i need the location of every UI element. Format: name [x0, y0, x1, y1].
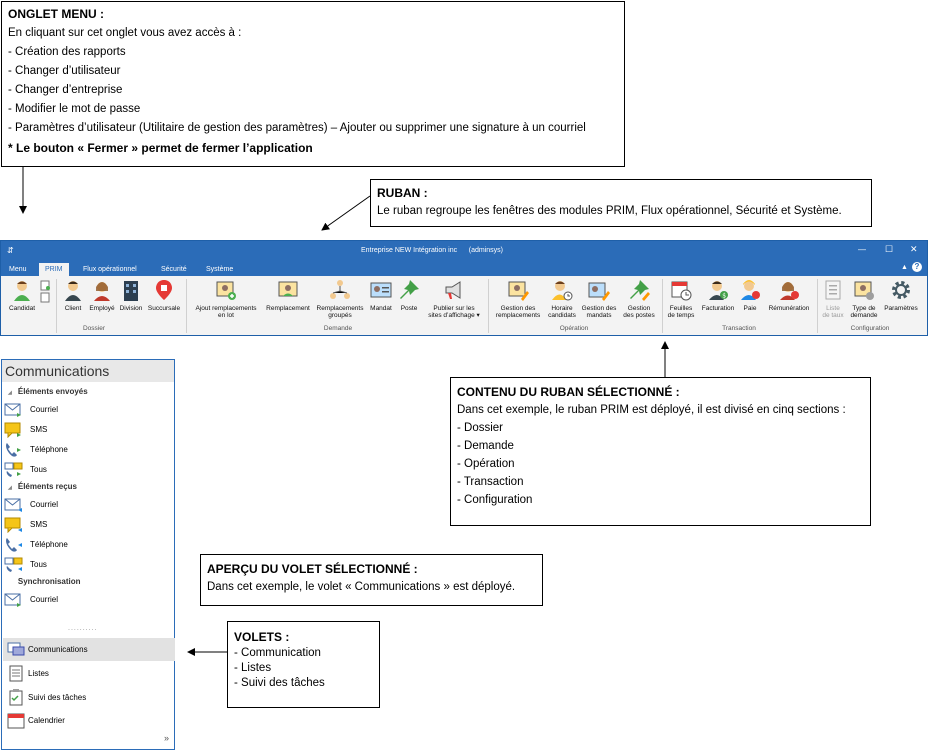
menu-callout-intro: En cliquant sur cet onglet vous avez accès à :	[8, 27, 242, 39]
horaire-candidats-button[interactable]: Horaire candidats	[545, 279, 579, 319]
tab-bar	[1, 261, 927, 276]
group-label-dossier: Dossier	[82, 325, 106, 332]
schedule-person-icon	[551, 279, 573, 301]
timesheet-icon	[670, 279, 692, 301]
gestion-mandats-button[interactable]: Gestion des mandats	[579, 279, 619, 319]
manage-post-icon	[628, 279, 650, 301]
calendar-icon	[7, 712, 25, 729]
feuilles-de-temps-button[interactable]: Feuilles de temps	[664, 279, 698, 319]
tab-securite[interactable]: Sécurité	[161, 266, 187, 273]
envelope-icon	[4, 402, 24, 418]
group-label-operation: Opération	[559, 325, 589, 332]
id-card-icon	[370, 279, 392, 301]
contenu-callout	[450, 377, 871, 526]
contenu-callout-item: - Configuration	[457, 494, 533, 506]
menu-callout-note: * Le bouton « Fermer » permet de fermer l’application	[8, 141, 313, 155]
group-label-transaction: Transaction	[722, 325, 756, 332]
help-icon[interactable]: ?	[912, 262, 922, 272]
app-menu-icon[interactable]: ⇵	[7, 246, 14, 255]
gestion-postes-button[interactable]: Gestion des postes	[619, 279, 659, 319]
batch-add-icon	[215, 279, 237, 301]
contenu-callout-item: - Demande	[457, 440, 514, 452]
envelope-icon	[4, 497, 24, 513]
remuneration-button[interactable]: Rémunération	[763, 279, 815, 312]
candidat-button[interactable]: Candidat	[5, 279, 39, 312]
poste-button[interactable]: Poste	[395, 279, 423, 312]
menu-callout-item: - Création des rapports	[8, 46, 126, 58]
volets-callout-item: - Listes	[234, 662, 272, 674]
remuneration-icon	[778, 279, 800, 301]
apercu-callout	[200, 554, 543, 606]
gestion-remplacements-button[interactable]: Gestion des remplacements	[491, 279, 545, 319]
location-pin-icon	[153, 279, 175, 301]
mandat-button[interactable]: Mandat	[367, 279, 395, 312]
megaphone-icon	[443, 279, 465, 301]
group-label-configuration: Configuration	[850, 325, 890, 332]
menu-callout-title: ONGLET MENU :	[8, 7, 104, 21]
sms-icon	[4, 517, 24, 533]
communications-icon	[7, 641, 25, 658]
building-icon	[120, 279, 142, 301]
client-button[interactable]: Client	[61, 279, 85, 312]
more-buttons-icon[interactable]: »	[164, 733, 170, 743]
maximize-button[interactable]: ☐	[885, 244, 894, 254]
nav-item-listes[interactable]: Listes	[3, 662, 175, 685]
ruban-callout	[370, 179, 872, 227]
remplacements-groupes-button[interactable]: Remplacements groupés	[313, 279, 367, 319]
menu-callout	[1, 1, 625, 167]
contenu-callout-title: CONTENU DU RUBAN SÉLECTIONNÉ :	[457, 385, 680, 399]
all-communications-icon	[4, 557, 24, 573]
sms-icon	[4, 422, 24, 438]
section-heading-envoyes[interactable]: ◢ Éléments envoyés	[8, 387, 88, 396]
replacement-icon	[277, 279, 299, 301]
ribbon	[1, 276, 927, 335]
dossier-small-icons[interactable]	[38, 279, 52, 305]
manage-replacement-icon	[507, 279, 529, 301]
phone-icon	[4, 442, 24, 458]
contenu-callout-text: Dans cet exemple, le ruban PRIM est déployé, il est divisé en cinq sections :	[457, 404, 846, 416]
volets-callout-item: - Suivi des tâches	[234, 677, 325, 689]
tab-systeme[interactable]: Système	[206, 266, 234, 273]
menu-callout-item: - Changer d’utilisateur	[8, 65, 121, 77]
succursale-button[interactable]: Succursale	[145, 279, 183, 312]
employe-icon	[91, 279, 113, 301]
document-icon	[39, 279, 51, 303]
collapse-ribbon-icon[interactable]: ▲	[901, 264, 908, 271]
ruban-callout-title: RUBAN :	[377, 186, 428, 200]
task-checklist-icon	[7, 689, 25, 706]
volets-callout	[227, 621, 380, 708]
client-icon	[62, 279, 84, 301]
contenu-callout-item: - Dossier	[457, 422, 504, 434]
payroll-icon	[739, 279, 761, 301]
gear-icon	[890, 279, 912, 301]
section-heading-recus[interactable]: ◢ Éléments reçus	[8, 482, 77, 491]
group-network-icon	[329, 279, 351, 301]
ruban-callout-text: Le ruban regroupe les fenêtres des modules PRIM, Flux opérationnel, Sécurité et Système.	[377, 205, 842, 217]
tab-flux-operationnel[interactable]: Flux opérationnel	[83, 266, 137, 273]
facturation-button[interactable]: $ Facturation	[698, 279, 738, 312]
pane-title: Communications	[2, 360, 174, 382]
publier-button[interactable]: Publier sur les sites d’affichage ▾	[423, 279, 485, 319]
remplacement-button[interactable]: Remplacement	[263, 279, 313, 312]
paie-button[interactable]: Paie	[739, 279, 761, 312]
apercu-callout-title: APERÇU DU VOLET SÉLECTIONNÉ :	[207, 562, 418, 576]
volets-callout-item: - Communication	[234, 647, 321, 659]
arrow-ruban-line	[322, 196, 370, 230]
liste-de-taux-button[interactable]: Liste de taux	[820, 279, 846, 319]
menu-callout-item: - Paramètres d’utilisateur (Utilitaire de gestion des paramètres) – Ajouter ou supprimer une signature à un courriel	[8, 122, 586, 134]
contenu-callout-item: - Opération	[457, 458, 515, 470]
contenu-callout-item: - Transaction	[457, 476, 524, 488]
division-button[interactable]: Division	[117, 279, 145, 312]
phone-icon	[4, 537, 24, 553]
employe-button[interactable]: Employé	[87, 279, 117, 312]
menu-callout-item: - Modifier le mot de passe	[8, 103, 141, 115]
nav-item-suivi-des-taches[interactable]: Suivi des tâches	[3, 686, 175, 709]
envelope-icon	[4, 592, 24, 608]
all-communications-icon	[4, 462, 24, 478]
list-icon	[7, 665, 25, 682]
manage-mandate-icon	[588, 279, 610, 301]
svg-text:$: $	[722, 292, 727, 300]
tab-menu[interactable]: Menu	[9, 266, 27, 273]
nav-item-calendrier[interactable]: Calendrier	[3, 709, 175, 732]
close-button[interactable]: ✕	[910, 244, 918, 254]
candidat-icon	[11, 279, 33, 301]
group-label-demande: Demande	[323, 325, 353, 332]
minimize-button[interactable]: —	[858, 245, 866, 254]
pushpin-icon	[398, 279, 420, 301]
apercu-callout-text: Dans cet exemple, le volet « Communications » est déployé.	[207, 581, 516, 593]
nav-item-communications[interactable]: Communications	[3, 638, 175, 661]
rate-list-icon	[822, 279, 844, 301]
window-title: Entreprise NEW Intégration inc (adminsys)	[361, 247, 503, 254]
menu-callout-item: - Changer d’entreprise	[8, 84, 123, 96]
app-window	[0, 240, 928, 336]
ajout-remplacements-button[interactable]: Ajout remplacements en lot	[189, 279, 263, 319]
navigation-pane: Communications ◢ Éléments envoyés Courriel SMS Téléphone Tous ◢ Éléments reçus Courriel SMS Téléphone Tous Synchronisation Courriel .......... Communications Listes Suivi des tâches Calendrier »	[1, 359, 175, 750]
type-de-demande-button[interactable]: Type de demande	[848, 279, 880, 319]
parametres-button[interactable]: Paramètres	[881, 279, 921, 312]
billing-icon	[707, 279, 729, 301]
section-heading-synchronisation[interactable]: Synchronisation	[17, 577, 81, 586]
tab-prim[interactable]: PRIM	[39, 263, 69, 276]
title-bar	[1, 241, 927, 261]
pane-splitter-grip[interactable]: ..........	[68, 625, 98, 632]
volets-callout-title: VOLETS :	[234, 630, 290, 644]
request-type-icon	[853, 279, 875, 301]
